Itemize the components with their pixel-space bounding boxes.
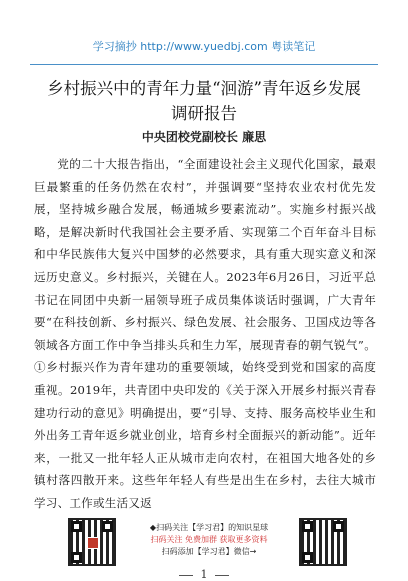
promo-line-2: 扫码关注 免费加群 获取更多资料 xyxy=(150,535,268,544)
document-body xyxy=(34,153,376,515)
qr-code-left[interactable] xyxy=(68,518,116,566)
promo-text xyxy=(124,522,294,558)
title-line-2: 调研报告 xyxy=(171,104,237,123)
page-number xyxy=(0,568,408,581)
qr-finder-icon xyxy=(302,552,313,563)
qr-finder-icon xyxy=(102,521,113,532)
dash-icon xyxy=(215,575,229,576)
header-divider xyxy=(30,64,378,65)
title-line-1: 乡村振兴中的青年力量“洄游”青年返乡发展 xyxy=(47,79,361,98)
qr-finder-icon xyxy=(71,552,82,563)
qr-code-right[interactable] xyxy=(299,518,347,566)
dash-icon xyxy=(179,575,193,576)
qr-finder-icon xyxy=(333,521,344,532)
body-paragraph: 党的二十大报告指出，“全面建设社会主义现代化国家，最艰巨最繁重的任务仍然在农村”，并强调要“坚持农业农村优先发展，坚持城乡融合发展，畅通城乡要素流动”。实施乡村振兴战略，是解决新时代我国社会主要矛盾、实现第二个百年奋斗目标和中华民族伟大复兴中国梦的必然要求，具有重大现实意义和深远历史意义。乡村振兴，关键在人。2023年6月26日，习近平总书记在同团中央新一届领导班子成员集体谈话时强调，广大青年要“在科技创新、乡村振兴、绿色发展、社会服务、卫国戍边等各领域各方面工作中争当排头兵和生力军，展现青春的朝气锐气”。①乡村振兴作为青年建功的重要领域，始终受到党和国家的高度重视。2019年，共青团中央印发的《关于深入开展乡村振兴青春建功行动的意见》明确提出，要“引导、支持、服务高校毕业生和外出务工青年返乡就业创业，培育乡村全面振兴的新动能”。近年来，一批又一批年轻人正从城市走向农村，在祖国大地各处的乡镇村落四散开来。这些年年轻人有些是出生在乡村，去往大城市学习、工作或生活又返 xyxy=(34,157,376,510)
promo-line-3: 扫码添加【学习君】微信→ xyxy=(161,547,257,556)
document-title xyxy=(20,76,388,126)
qr-finder-icon xyxy=(71,521,82,532)
qr-logo-icon xyxy=(87,537,99,549)
site-header: 学习摘抄 http://www.yuedbj.com 粤读笔记 xyxy=(92,40,316,53)
promo-line-1: ◆扫码关注【学习君】的知识星球 xyxy=(149,523,269,532)
qr-finder-icon xyxy=(302,521,313,532)
page-footer xyxy=(0,512,408,580)
author-line: 中央团校党副校长 廉思 xyxy=(141,130,267,144)
page-number-value: 1 xyxy=(200,568,208,581)
